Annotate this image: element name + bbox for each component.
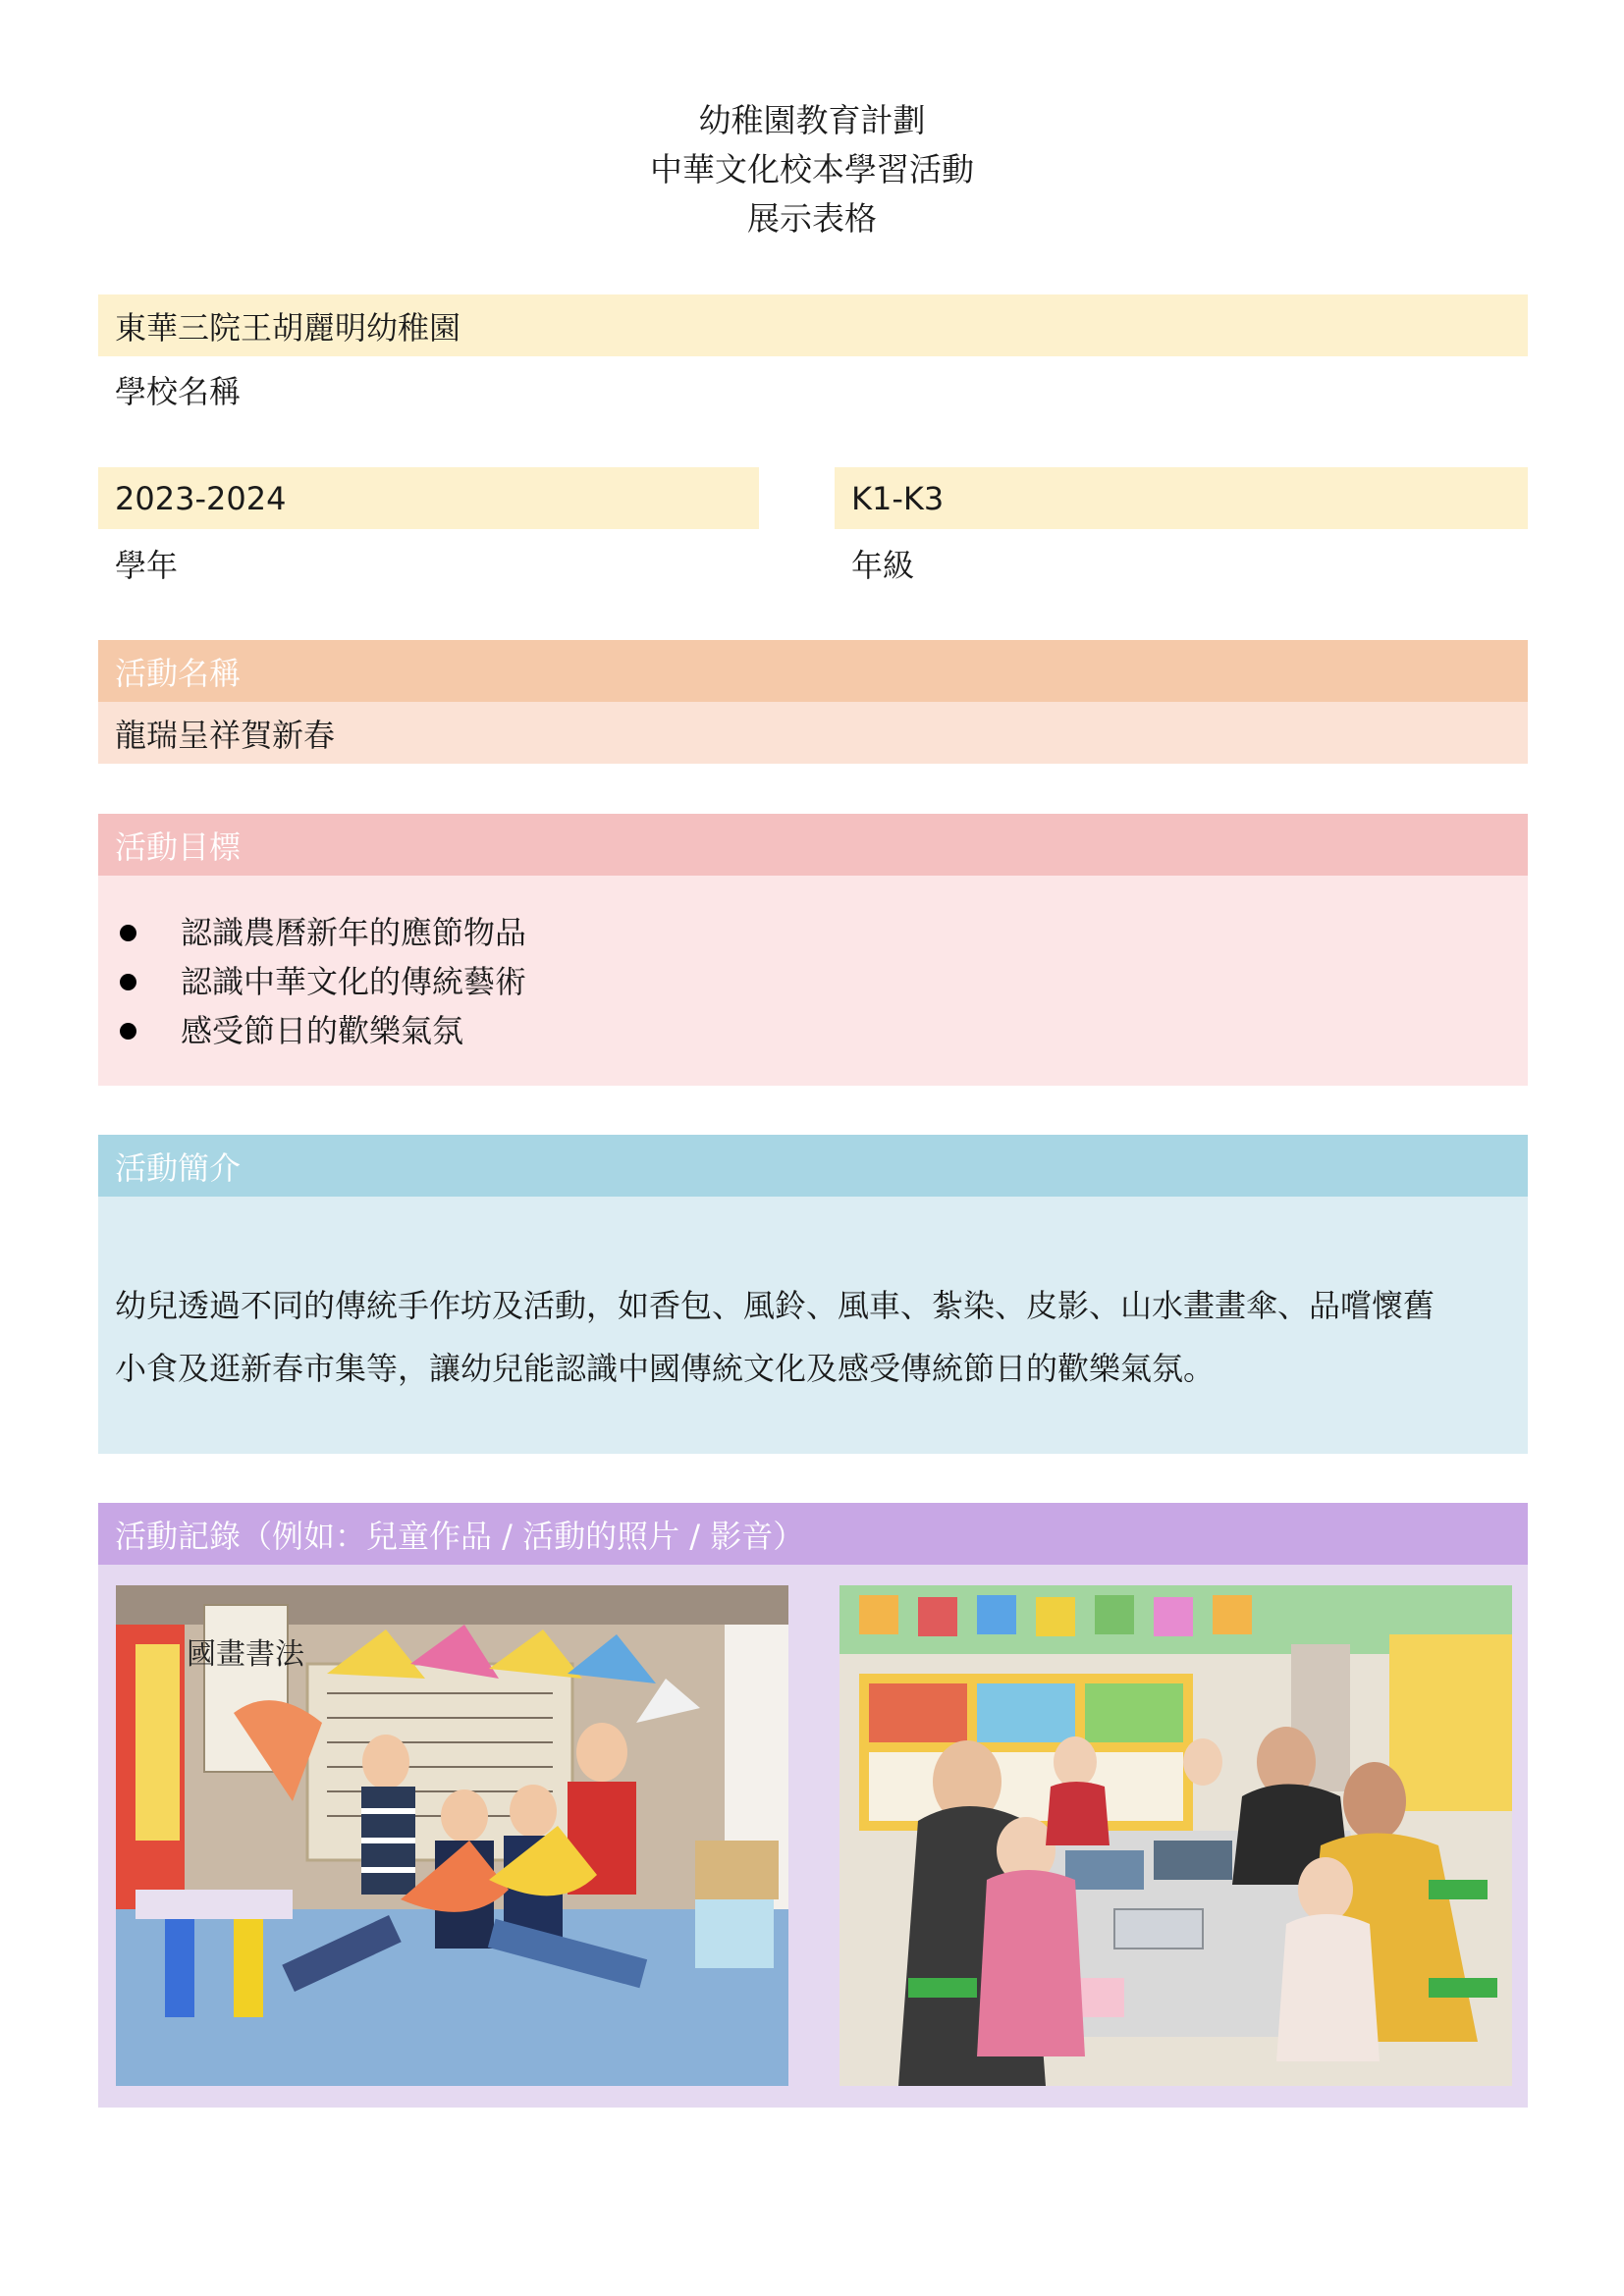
- records-heading: [98, 1503, 1528, 1565]
- activity-name-field: [98, 702, 1528, 764]
- school-year-value: 2023-2024: [115, 479, 287, 517]
- document-title: [0, 96, 1624, 243]
- objective-text: 感受節日的歡樂氣氛: [181, 1012, 464, 1049]
- objectives-heading: [98, 814, 1528, 876]
- school-name-value: 東華三院王胡麗明幼稚園: [115, 308, 461, 347]
- bullet-icon: [120, 1023, 136, 1040]
- objectives-list: [98, 908, 526, 1055]
- intro-heading-text: 活動簡介: [115, 1148, 242, 1187]
- title-line-1: 幼稚園教育計劃: [698, 101, 926, 139]
- activity-name-heading-text: 活動名稱: [115, 654, 242, 692]
- objective-item: [98, 908, 526, 957]
- intro-heading: [98, 1135, 1528, 1197]
- objectives-heading-text: 活動目標: [115, 828, 242, 866]
- school-year-label: 學年: [115, 547, 179, 584]
- title-line-2: 中華文化校本學習活動: [650, 150, 974, 188]
- objective-text: 認識農曆新年的應節物品: [181, 914, 527, 951]
- activity-name-value: 龍瑞呈祥賀新春: [115, 716, 336, 754]
- records-heading-text: 活動記錄（例如：兒童作品 / 活動的照片 / 影音）: [115, 1517, 805, 1555]
- intro-line-2: 小食及逛新春市集等，讓幼兒能認識中國傳統文化及感受傳統節日的歡樂氣氛。: [115, 1350, 1216, 1387]
- objective-item: [98, 1006, 526, 1055]
- bullet-icon: [120, 974, 136, 990]
- intro-text: [115, 1274, 1509, 1400]
- bullet-icon: [120, 925, 136, 941]
- title-line-3: 展示表格: [747, 199, 877, 238]
- grade-value: K1-K3: [851, 479, 945, 517]
- intro-line-1: 幼兒透過不同的傳統手作坊及活動，如香包、風鈴、風車、紮染、皮影、山水畫畫傘、品嚐懷舊: [115, 1287, 1435, 1324]
- school-name-field: [98, 294, 1528, 356]
- objective-item: [98, 957, 526, 1006]
- objective-text: 認識中華文化的傳統藝術: [181, 963, 527, 1000]
- school-name-label: 學校名稱: [115, 373, 242, 410]
- activity-name-heading: [98, 640, 1528, 702]
- grade-field: [835, 467, 1528, 529]
- activity-photo-fans: [116, 1585, 788, 2086]
- activity-photo-classroom: [839, 1585, 1512, 2086]
- grade-label: 年級: [851, 547, 915, 584]
- calligraphy-text: 國畫書法: [187, 1637, 304, 1672]
- school-year-field: [98, 467, 759, 529]
